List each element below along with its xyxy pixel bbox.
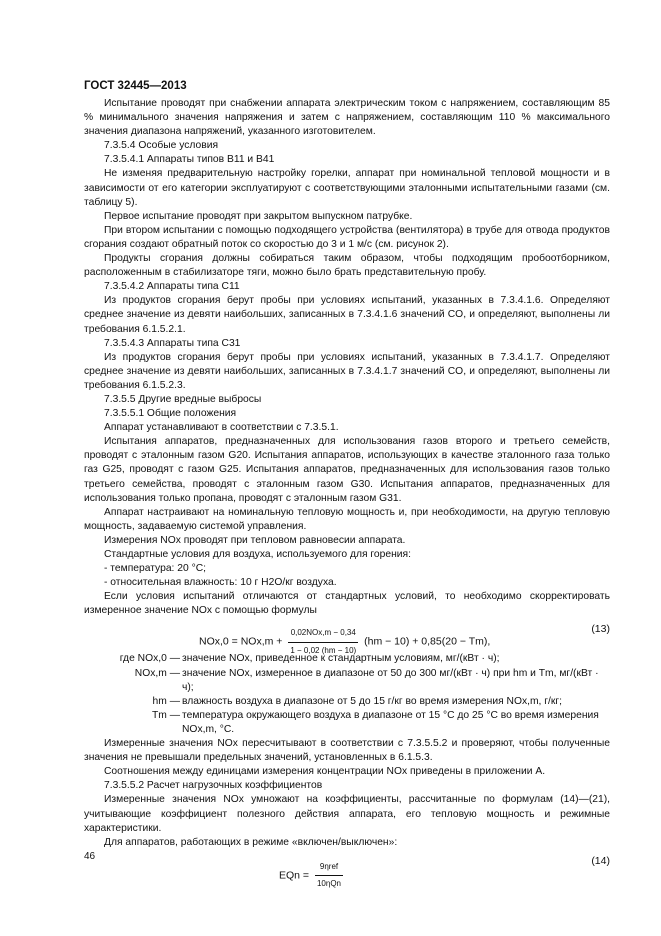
definition-row bbox=[84, 667, 610, 695]
paragraph: Испытания аппаратов, предназначенных для использования газов второго и третьего семейств, проводят с эталонным газом G20. Испытания аппаратов, использующих в качестве эталонного газа только газ G25, проводят с газом G25. Испытания аппаратов, предназначенных для использования газов только третьего семейства, проводят с эталонным газом G30. Испытания аппаратов, предназначенных для использования только пропана, проводят с эталонным газом G31. bbox=[84, 436, 610, 504]
section-heading: 7.3.5.4.1 Аппараты типов B11 и B41 bbox=[104, 154, 275, 166]
definition-row bbox=[84, 695, 610, 709]
formula-14 bbox=[84, 850, 610, 890]
formula-14-lhs: EQn = bbox=[279, 869, 310, 882]
definition-term: Tm — bbox=[151, 709, 180, 721]
definition-text: значение NOx, измеренное в диапазоне от 50 до 300 мг/(кВт · ч) при hm и Tm, мг/(кВт · ч); bbox=[182, 667, 599, 693]
definition-text: значение NOx, приведенное к стандартным условиям, мг/(кВт · ч); bbox=[182, 653, 500, 665]
section-heading: 7.3.5.5.1 Общие положения bbox=[104, 408, 237, 420]
paragraph: При втором испытании с помощью подходящего устройства (вентилятора) в трубе для отвода продуктов сгорания создают обратный поток со скоростью до 3 и 1 м/с (см. рисунок 2). bbox=[84, 224, 610, 250]
paragraph: Стандартные условия для воздуха, используемого для горения: bbox=[104, 549, 411, 560]
paragraph: Испытание проводят при снабжении аппарата электрическим током с напряжением, составляющим 85 % минимального значения напряжения и затем с напряжением, составляющим 110 % максимального значения диапазона напряжений, указанного изготовителем. bbox=[84, 98, 610, 138]
formula-14-numerator: 9ηref bbox=[315, 860, 343, 876]
formula-13-rhs: (hm − 10) + 0,85(20 − Tm), bbox=[364, 635, 491, 648]
formula-13-lhs: NOx,0 = NOx,m + bbox=[199, 635, 283, 648]
paragraph: Продукты сгорания должны собираться таким образом, чтобы подходящим пробоотборником, расположенным в стабилизаторе тяги, можно было брать представительную пробу. bbox=[84, 253, 610, 279]
paragraph: Аппарат настраивают на номинальную тепловую мощность и, при необходимости, на другую тепловую мощность, задаваемую системой управления. bbox=[84, 506, 610, 532]
formula-13 bbox=[84, 618, 610, 655]
formula-definitions bbox=[84, 652, 610, 737]
paragraph: Измерения NOx проводят при тепловом равновесии аппарата. bbox=[104, 534, 406, 546]
formula-14-number: (14) bbox=[591, 854, 610, 867]
formula-14-expression bbox=[279, 860, 346, 891]
page-number: 46 bbox=[84, 851, 96, 862]
formula-13-denominator: 1 − 0,02 (hm − 10) bbox=[290, 645, 357, 655]
paragraph: Первое испытание проводят при закрытом выпускном патрубке. bbox=[104, 210, 413, 222]
document-header: ГОСТ 32445—2013 bbox=[84, 80, 187, 92]
paragraph: Из продуктов сгорания берут пробы при условиях испытаний, указанных в 7.3.4.1.6. Определяют среднее значение из девяти наибольших, записанных в 7.3.4.1.6 значений CO, и определяют, выполнены ли требования 6.1.5.2.1. bbox=[84, 295, 610, 335]
paragraph: Соотношения между единицами измерения концентрации NOx приведены в приложении А. bbox=[104, 766, 546, 778]
section-heading: 7.3.5.5.2 Расчет нагрузочных коэффициентов bbox=[104, 780, 323, 792]
section-heading: 7.3.5.4.3 Аппараты типа C31 bbox=[104, 337, 241, 349]
definition-text: влажность воздуха в диапазоне от 5 до 15 г/кг во время измерения NOx,m, г/кг; bbox=[182, 695, 562, 707]
formula-13-expression bbox=[199, 626, 490, 657]
definition-term: где NOx,0 — bbox=[119, 653, 180, 665]
paragraph: Для аппаратов, работающих в режиме «включен/выключен»: bbox=[104, 836, 398, 848]
paragraph: Измеренные значения NOx умножают на коэффициенты, рассчитанные по формулам (14)—(21), учитывающие коэффициент полезного действия аппарата, его тепловую мощность и режимные характеристики. bbox=[84, 794, 610, 834]
list-item: - относительная влажность: 10 г H2O/кг воздуха. bbox=[104, 577, 337, 589]
definition-text: температура окружающего воздуха в диапазоне от 15 °C до 25 °C во время измерения NOx,m, °C. bbox=[182, 709, 599, 735]
section-heading: 7.3.5.5 Другие вредные выбросы bbox=[104, 393, 262, 405]
definition-term: NOx,m — bbox=[134, 667, 180, 679]
formula-13-number: (13) bbox=[591, 623, 610, 636]
formula-14-denominator: 10ηQn bbox=[316, 878, 342, 888]
paragraph: Измеренные значения NOx пересчитывают в соответствии с 7.3.5.5.2 и проверяют, чтобы полученные значения не превышали предельных значений, установленных в 6.1.5.3. bbox=[84, 738, 610, 764]
paragraph: Если условия испытаний отличаются от стандартных условий, то необходимо скорректировать измеренное значение NOx с помощью формулы bbox=[84, 591, 610, 617]
paragraph: Аппарат устанавливают в соответствии с 7.3.5.1. bbox=[104, 422, 339, 434]
list-item: - температура: 20 °C; bbox=[104, 563, 206, 575]
paragraph: Не изменяя предварительную настройку горелки, аппарат при номинальной тепловой мощности и в зависимости от его категории эксплуатируют с соответствующими эталонными испытательными газами (см. таблицу 5). bbox=[84, 168, 610, 208]
paragraph: Из продуктов сгорания берут пробы при условиях испытаний, указанных в 7.3.4.1.7. Определяют среднее значение из девяти наибольших, записанных в 7.3.4.1.7 значений CO, и определяют, выполнены ли требования 6.1.5.2.3. bbox=[84, 351, 610, 391]
definition-term: hm — bbox=[152, 695, 180, 707]
formula-14-fraction bbox=[315, 860, 343, 891]
section-heading: 7.3.5.4.2 Аппараты типа C11 bbox=[104, 281, 240, 293]
section-heading: 7.3.5.4 Особые условия bbox=[104, 140, 219, 152]
definition-row bbox=[84, 709, 610, 737]
formula-13-fraction bbox=[288, 626, 358, 657]
document-body bbox=[84, 97, 610, 890]
formula-13-numerator: 0,02NOx,m − 0,34 bbox=[288, 626, 358, 642]
